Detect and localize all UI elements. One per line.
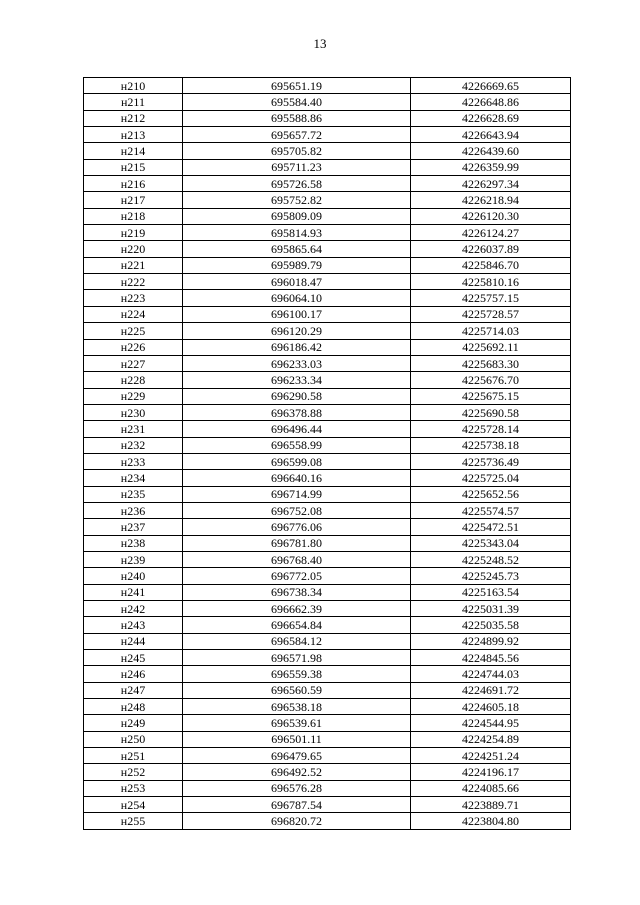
x-coordinate-cell: 696501.11: [183, 731, 411, 747]
x-coordinate-cell: 696538.18: [183, 699, 411, 715]
y-coordinate-cell: 4225343.04: [411, 535, 571, 551]
point-id-cell: н223: [84, 290, 183, 306]
table-row: [84, 257, 571, 273]
table-row: [84, 715, 571, 731]
x-coordinate-cell: 695989.79: [183, 257, 411, 273]
x-coordinate-cell: 695809.09: [183, 208, 411, 224]
point-id-cell: н240: [84, 568, 183, 584]
point-id-cell: н252: [84, 764, 183, 780]
table-row: [84, 519, 571, 535]
y-coordinate-cell: 4226648.86: [411, 94, 571, 110]
point-id-cell: н249: [84, 715, 183, 731]
point-id-cell: н218: [84, 208, 183, 224]
table-row: [84, 437, 571, 453]
point-id-cell: н210: [84, 78, 183, 94]
x-coordinate-cell: 696654.84: [183, 617, 411, 633]
point-id-cell: н235: [84, 486, 183, 502]
x-coordinate-cell: 696599.08: [183, 453, 411, 469]
point-id-cell: н244: [84, 633, 183, 649]
point-id-cell: н229: [84, 388, 183, 404]
table-row: [84, 699, 571, 715]
table-row: [84, 568, 571, 584]
table-row: [84, 666, 571, 682]
x-coordinate-cell: 695657.72: [183, 127, 411, 143]
table-row: [84, 355, 571, 371]
x-coordinate-cell: 696558.99: [183, 437, 411, 453]
page-number: 13: [313, 36, 327, 51]
x-coordinate-cell: 695814.93: [183, 225, 411, 241]
table-row: [84, 486, 571, 502]
point-id-cell: н248: [84, 699, 183, 715]
x-coordinate-cell: 696820.72: [183, 813, 411, 829]
x-coordinate-cell: 696662.39: [183, 601, 411, 617]
x-coordinate-cell: 696479.65: [183, 748, 411, 764]
x-coordinate-cell: 695752.82: [183, 192, 411, 208]
y-coordinate-cell: 4225675.15: [411, 388, 571, 404]
table-row: [84, 502, 571, 518]
table-row: [84, 290, 571, 306]
x-coordinate-cell: 696714.99: [183, 486, 411, 502]
point-id-cell: н220: [84, 241, 183, 257]
point-id-cell: н243: [84, 617, 183, 633]
point-id-cell: н236: [84, 502, 183, 518]
table-row: [84, 339, 571, 355]
point-id-cell: н255: [84, 813, 183, 829]
table-row: [84, 551, 571, 567]
x-coordinate-cell: 696064.10: [183, 290, 411, 306]
y-coordinate-cell: 4226643.94: [411, 127, 571, 143]
y-coordinate-cell: 4225810.16: [411, 274, 571, 290]
point-id-cell: н245: [84, 650, 183, 666]
point-id-cell: н221: [84, 257, 183, 273]
point-id-cell: н230: [84, 404, 183, 420]
y-coordinate-cell: 4226439.60: [411, 143, 571, 159]
table-row: [84, 208, 571, 224]
y-coordinate-cell: 4224251.24: [411, 748, 571, 764]
x-coordinate-cell: 695726.58: [183, 176, 411, 192]
point-id-cell: н238: [84, 535, 183, 551]
table-row: [84, 323, 571, 339]
x-coordinate-cell: 695711.23: [183, 159, 411, 175]
y-coordinate-cell: 4224085.66: [411, 780, 571, 796]
y-coordinate-cell: 4224845.56: [411, 650, 571, 666]
table-row: [84, 470, 571, 486]
x-coordinate-cell: 696560.59: [183, 682, 411, 698]
point-id-cell: н233: [84, 453, 183, 469]
x-coordinate-cell: 696186.42: [183, 339, 411, 355]
table-row: [84, 388, 571, 404]
y-coordinate-cell: 4225676.70: [411, 372, 571, 388]
x-coordinate-cell: 695651.19: [183, 78, 411, 94]
table-row: [84, 192, 571, 208]
y-coordinate-cell: 4225728.57: [411, 306, 571, 322]
coordinates-table-body: [84, 78, 571, 830]
table-row: [84, 159, 571, 175]
table-row: [84, 78, 571, 94]
y-coordinate-cell: 4224196.17: [411, 764, 571, 780]
x-coordinate-cell: 695705.82: [183, 143, 411, 159]
point-id-cell: н213: [84, 127, 183, 143]
point-id-cell: н224: [84, 306, 183, 322]
y-coordinate-cell: 4225163.54: [411, 584, 571, 600]
table-row: [84, 225, 571, 241]
table-row: [84, 127, 571, 143]
y-coordinate-cell: 4223804.80: [411, 813, 571, 829]
point-id-cell: н226: [84, 339, 183, 355]
point-id-cell: н214: [84, 143, 183, 159]
table-row: [84, 731, 571, 747]
point-id-cell: н246: [84, 666, 183, 682]
x-coordinate-cell: 696290.58: [183, 388, 411, 404]
y-coordinate-cell: 4226669.65: [411, 78, 571, 94]
point-id-cell: н251: [84, 748, 183, 764]
x-coordinate-cell: 696100.17: [183, 306, 411, 322]
table-row: [84, 176, 571, 192]
x-coordinate-cell: 696768.40: [183, 551, 411, 567]
y-coordinate-cell: 4226359.99: [411, 159, 571, 175]
table-row: [84, 764, 571, 780]
y-coordinate-cell: 4225738.18: [411, 437, 571, 453]
table-row: [84, 453, 571, 469]
x-coordinate-cell: 696233.03: [183, 355, 411, 371]
table-row: [84, 372, 571, 388]
y-coordinate-cell: 4224254.89: [411, 731, 571, 747]
table-row: [84, 650, 571, 666]
point-id-cell: н231: [84, 421, 183, 437]
x-coordinate-cell: 696776.06: [183, 519, 411, 535]
x-coordinate-cell: 696584.12: [183, 633, 411, 649]
point-id-cell: н211: [84, 94, 183, 110]
x-coordinate-cell: 696018.47: [183, 274, 411, 290]
coordinates-table: [83, 77, 571, 830]
point-id-cell: н215: [84, 159, 183, 175]
table-row: [84, 813, 571, 829]
point-id-cell: н234: [84, 470, 183, 486]
y-coordinate-cell: 4225714.03: [411, 323, 571, 339]
y-coordinate-cell: 4225683.30: [411, 355, 571, 371]
y-coordinate-cell: 4225652.56: [411, 486, 571, 502]
x-coordinate-cell: 696752.08: [183, 502, 411, 518]
table-row: [84, 404, 571, 420]
table-row: [84, 421, 571, 437]
y-coordinate-cell: 4226124.27: [411, 225, 571, 241]
y-coordinate-cell: 4225248.52: [411, 551, 571, 567]
x-coordinate-cell: 695588.86: [183, 110, 411, 126]
y-coordinate-cell: 4226120.30: [411, 208, 571, 224]
x-coordinate-cell: 696559.38: [183, 666, 411, 682]
y-coordinate-cell: 4226218.94: [411, 192, 571, 208]
y-coordinate-cell: 4225472.51: [411, 519, 571, 535]
y-coordinate-cell: 4224605.18: [411, 699, 571, 715]
table-row: [84, 617, 571, 633]
y-coordinate-cell: 4225725.04: [411, 470, 571, 486]
point-id-cell: н239: [84, 551, 183, 567]
point-id-cell: н254: [84, 797, 183, 813]
x-coordinate-cell: 696120.29: [183, 323, 411, 339]
y-coordinate-cell: 4225728.14: [411, 421, 571, 437]
table-row: [84, 94, 571, 110]
point-id-cell: н232: [84, 437, 183, 453]
y-coordinate-cell: 4225035.58: [411, 617, 571, 633]
point-id-cell: н222: [84, 274, 183, 290]
point-id-cell: н242: [84, 601, 183, 617]
y-coordinate-cell: 4225846.70: [411, 257, 571, 273]
point-id-cell: н250: [84, 731, 183, 747]
point-id-cell: н225: [84, 323, 183, 339]
table-row: [84, 584, 571, 600]
y-coordinate-cell: 4225245.73: [411, 568, 571, 584]
x-coordinate-cell: 696640.16: [183, 470, 411, 486]
x-coordinate-cell: 696233.34: [183, 372, 411, 388]
table-row: [84, 274, 571, 290]
table-row: [84, 682, 571, 698]
x-coordinate-cell: 696772.05: [183, 568, 411, 584]
y-coordinate-cell: 4224744.03: [411, 666, 571, 682]
point-id-cell: н228: [84, 372, 183, 388]
y-coordinate-cell: 4224691.72: [411, 682, 571, 698]
x-coordinate-cell: 696492.52: [183, 764, 411, 780]
x-coordinate-cell: 696378.88: [183, 404, 411, 420]
x-coordinate-cell: 696539.61: [183, 715, 411, 731]
y-coordinate-cell: 4226037.89: [411, 241, 571, 257]
table-row: [84, 535, 571, 551]
y-coordinate-cell: 4226297.34: [411, 176, 571, 192]
point-id-cell: н237: [84, 519, 183, 535]
x-coordinate-cell: 695865.64: [183, 241, 411, 257]
point-id-cell: н253: [84, 780, 183, 796]
table-row: [84, 633, 571, 649]
y-coordinate-cell: 4225574.57: [411, 502, 571, 518]
x-coordinate-cell: 696787.54: [183, 797, 411, 813]
table-row: [84, 780, 571, 796]
y-coordinate-cell: 4225736.49: [411, 453, 571, 469]
x-coordinate-cell: 696496.44: [183, 421, 411, 437]
y-coordinate-cell: 4224544.95: [411, 715, 571, 731]
point-id-cell: н247: [84, 682, 183, 698]
point-id-cell: н217: [84, 192, 183, 208]
point-id-cell: н216: [84, 176, 183, 192]
table-row: [84, 241, 571, 257]
y-coordinate-cell: 4225690.58: [411, 404, 571, 420]
point-id-cell: н241: [84, 584, 183, 600]
table-row: [84, 748, 571, 764]
table-row: [84, 797, 571, 813]
x-coordinate-cell: 696738.34: [183, 584, 411, 600]
point-id-cell: н212: [84, 110, 183, 126]
y-coordinate-cell: 4225757.15: [411, 290, 571, 306]
y-coordinate-cell: 4224899.92: [411, 633, 571, 649]
y-coordinate-cell: 4225031.39: [411, 601, 571, 617]
y-coordinate-cell: 4226628.69: [411, 110, 571, 126]
x-coordinate-cell: 696781.80: [183, 535, 411, 551]
y-coordinate-cell: 4225692.11: [411, 339, 571, 355]
x-coordinate-cell: 696576.28: [183, 780, 411, 796]
x-coordinate-cell: 696571.98: [183, 650, 411, 666]
table-row: [84, 601, 571, 617]
y-coordinate-cell: 4223889.71: [411, 797, 571, 813]
point-id-cell: н227: [84, 355, 183, 371]
table-row: [84, 306, 571, 322]
table-row: [84, 110, 571, 126]
x-coordinate-cell: 695584.40: [183, 94, 411, 110]
point-id-cell: н219: [84, 225, 183, 241]
table-row: [84, 143, 571, 159]
